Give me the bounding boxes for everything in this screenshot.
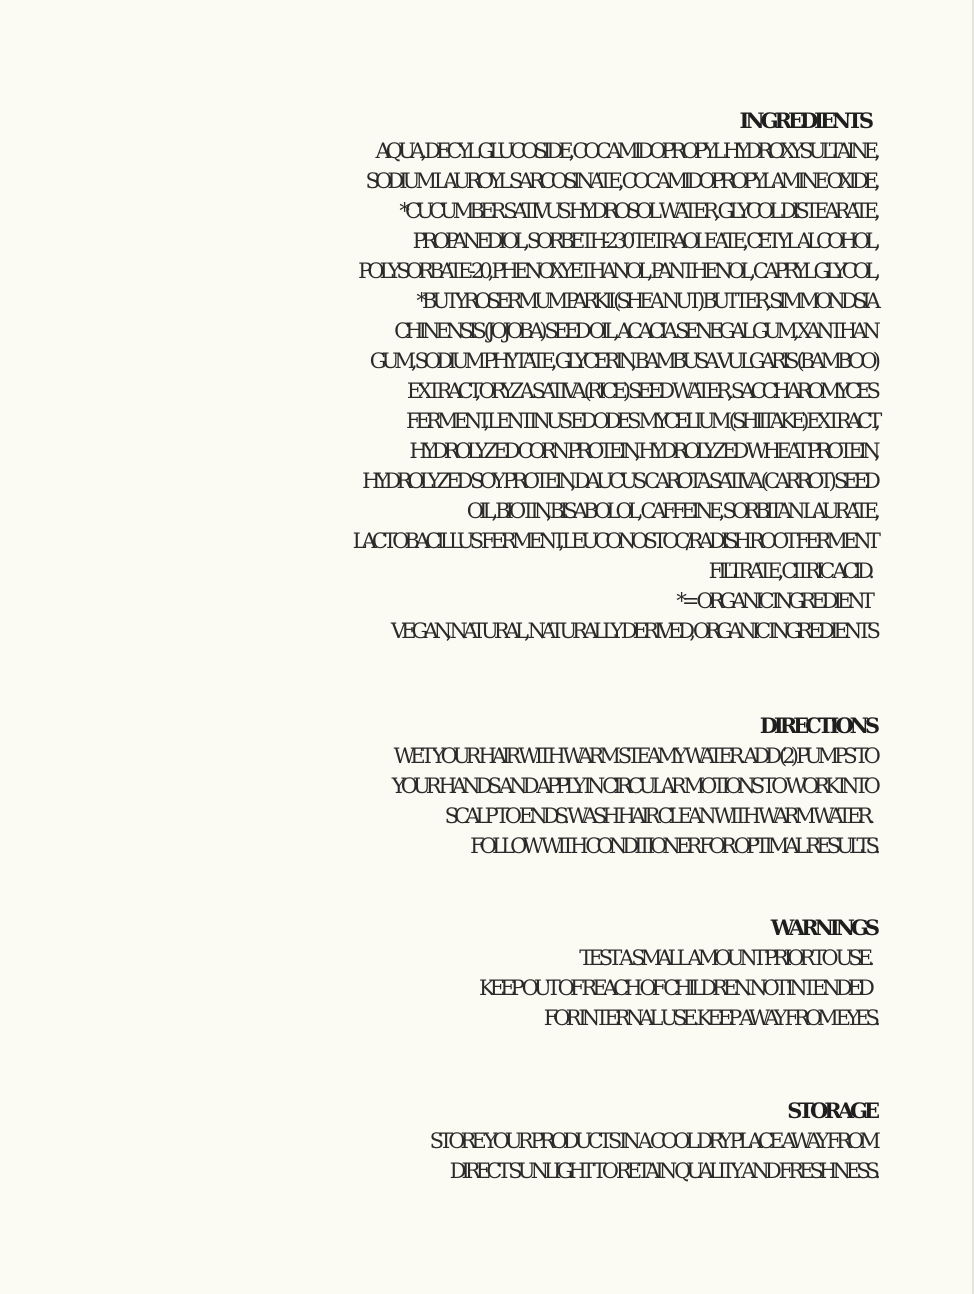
ingredients-line: EXTRACT, ORYZA SATIVA (RICE) SEED WATER, SACCHAROMYCES xyxy=(406,379,876,403)
warnings-heading: WARNINGS xyxy=(770,915,876,940)
directions-heading: DIRECTIONS xyxy=(759,713,876,738)
ingredients-line: AQUA, DECYL GLUCOSIDE, COCAMIDOPROPYL HYDROXYSULTAINE, xyxy=(375,139,876,163)
ingredients-line: FERMENT, LENTINUS EDODES MYCELIUM (SHIITAKE) EXTRACT, xyxy=(405,409,876,433)
ingredients-line: GUM, SODIUM PHYTATE, GLYCERIN, BAMBUSA VULGARIS (BAMBOO) xyxy=(369,349,876,373)
storage-section xyxy=(36,1096,876,1186)
ingredients-heading: INGREDIENTS xyxy=(739,108,870,133)
warnings-section xyxy=(36,913,876,1033)
storage-line: STORE YOUR PRODUCTS IN A COOL DRY PLACE AWAY FROM xyxy=(429,1129,876,1153)
ingredients-line: SODIUM LAUROYL SARCOSINATE, COCAMIDOPROPYLAMINE OXIDE, xyxy=(365,169,876,193)
warnings-line: KEEP OUT OF REACH OF CHILDREN. NOT INTENDED xyxy=(479,976,870,1000)
ingredients-line: PROPANEDIOL, SORBETH-230 TETRAOLEATE, CETYL ALCOHOL, xyxy=(412,229,876,253)
ingredients-line: POLYSORBATE-20, PHENOXYETHANOL, PANTHENOL, CAPRYL GLYCOL, xyxy=(358,259,876,283)
ingredients-line: LACTOBACILLUS FERMENT, LEUCONOSTOC/RADISH ROOT FERMENT xyxy=(352,529,876,553)
directions-line: YOUR HANDS AND APPLY IN CIRCULAR MOTIONS TO WORK INTO xyxy=(391,774,876,798)
ingredients-line: HYDROLYZED CORN PROTEIN, HYDROLYZED WHEAT PROTEIN, xyxy=(409,439,876,463)
ingredients-line: FILTRATE, CITRIC ACID. xyxy=(708,559,870,583)
storage-line: DIRECT SUNLIGHT TO RETAIN QUALITY AND FRESHNESS. xyxy=(449,1159,876,1183)
storage-heading: STORAGE xyxy=(787,1098,876,1123)
ingredients-line: CHINENSIS (JOJOBA) SEED OIL, ACACIA SENEGAL GUM, XANTHAN xyxy=(394,319,876,343)
warnings-line: FOR INTERNAL USE. KEEP AWAY FROM EYES. xyxy=(543,1006,876,1030)
ingredients-line: OIL, BIOTIN, BISABOLOL, CAFFEINE, SORBITAN LAURATE, xyxy=(466,499,876,523)
directions-section xyxy=(36,711,876,861)
warnings-line: TEST A SMALL AMOUNT PRIOR TO USE. xyxy=(579,946,870,970)
ingredients-line: *CUCUMBER SATIVUS HYDROSOL WATER, GLYCOL DISTEARATE, xyxy=(399,199,876,223)
ingredients-line: *BUTYROSERMUM PARKII (SHEA NUT) BUTTER, SIMMONDSIA xyxy=(416,289,876,313)
directions-line: SCALP TO ENDS. WASH HAIR CLEAN WITH WARM WATER. xyxy=(444,804,870,828)
directions-line: WET YOUR HAIR WITH WARM STEAMY WATER. ADD (2) PUMPS TO xyxy=(393,744,876,768)
product-claims: VEGAN, NATURAL, NATURALLY DERIVED, ORGANIC INGREDIENTS xyxy=(390,619,876,643)
directions-line: FOLLOW WITH CONDITIONER FOR OPTIMAL RESULTS. xyxy=(470,834,876,858)
organic-note: *= ORGANIC INGREDIENT xyxy=(676,589,870,613)
ingredients-section xyxy=(36,106,876,646)
ingredients-line: HYDROLYZED SOY PROTEIN, DAUCUS CAROTA SATIVA (CARROT) SEED xyxy=(362,469,876,493)
